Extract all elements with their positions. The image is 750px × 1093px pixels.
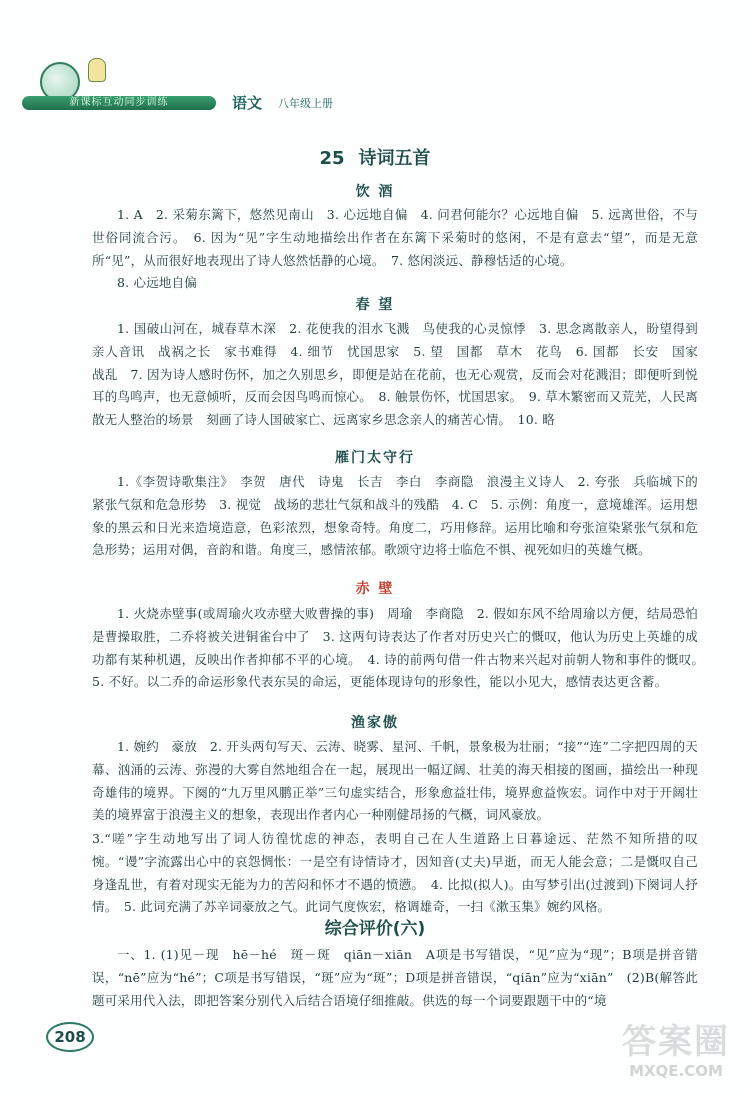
grade-label: 八年级上册 xyxy=(278,97,333,110)
section-title-yanmen: 雁门太守行 xyxy=(335,450,415,466)
lesson-number: 25 xyxy=(319,148,345,169)
lesson-title xyxy=(0,144,750,170)
subject-label: 语文 xyxy=(232,94,263,112)
watermark-logo xyxy=(612,1006,740,1086)
mascot-icon xyxy=(88,58,106,82)
series-banner: 新课标互动同步训练 xyxy=(22,96,216,110)
watermark-text: 答案圈 xyxy=(622,1022,730,1062)
page-header xyxy=(0,0,750,130)
section-answer-paragraph: 1. 婉约 豪放 2. 开头两句写天、云涛、晓雾、星河、千帆，景象极为壮丽；“接”“连”二字把四周的天幕、汹涌的云涛、弥漫的大雾自然地组合在一起，展现出一幅辽阔、壮美的海天相接的图画，描绘出一种现奇雄伟的境界。下阕的“九万里风鹏正举”三句虚实结合，形象愈益壮伟，境界愈益恢宏。词作中对于开阔壮美的境界富于浪漫主义的想象，表现出作者内心一种刚健昂扬的气概，词风豪放。 xyxy=(92,739,698,823)
summary-title: 综合评价(六) xyxy=(324,919,426,939)
section-title-chibi: 赤 壁 xyxy=(355,581,395,597)
summary-paragraph: 一、1. (1)见－现 hē－hé 斑－斑 qiān－xiān A项是书写错误，“见”应为“现”；B项是拼音错误，“nē”应为“hé”；C项是书写错误，“斑”应为“斑”；D项是拼音错误，“qiān”应为“xiān” (2)B(解答此题可采用代入法，即把答案分别代入后结合语境仔细推敲。供选的每一个词要跟题干中的“境 xyxy=(92,947,698,1008)
section-title-chunwang: 春 望 xyxy=(355,297,395,313)
section-answer-paragraph: 3.“嗟”字生动地写出了词人彷徨忧虑的神态，表明自己在人生道路上日暮途远、茫然不知所措的叹惋。“谩”字流露出心中的哀怨惆怅：一是空有诗情诗才，因知音(丈夫)早逝，而无人能会意；二是慨叹自己身逢乱世，有着对现实无能为力的苦闷和怀才不遇的愤懑。 4. 比拟(拟人)。由写梦引出(过渡到)下阕词人抒情。 5. 此词充满了苏辛词豪放之气。此词气度恢宏，格调雄奇，一扫《漱玉集》婉约风格。 xyxy=(92,831,698,915)
section-answer-paragraph: 8. 心远地自偏 xyxy=(117,275,197,290)
section-answer-paragraph: 1. A 2. 采菊东篱下，悠然见南山 3. 心远地自偏 4. 问君何能尔？心远地自偏 5. 远离世俗，不与世俗同流合污。 6. 因为“见”字生动地描绘出作者在东篱下采菊时的悠闲，不是有意去“望”，而是无意所“见”，从而很好地表现出了诗人悠然恬静的心境。 7. 悠闲淡远、静穆恬适的心境。 xyxy=(92,207,698,268)
section-answer-paragraph: 1. 国破山河在，城春草木深 2. 花使我的泪水飞溅 鸟使我的心灵惊悸 3. 思念离散亲人，盼望得到亲人音讯 战祸之长 家书难得 4. 细节 忧国思家 5. 望 国都 草木 花鸟 6. 国都 长安 国家 战乱 7. 因为诗人感时伤怀，加之久别思乡，即便是站在花前，也无心观赏，反而会对花溅泪；即便听到悦耳的鸟鸣声，也无意倾听，反而会因鸟鸣而惊心。 8. 触景伤怀，忧国思家。 9. 草木繁密而又荒芜，人民离散无人整治的场景 刻画了诗人国破家亡、远离家乡思念亲人的痛苦心情。 10. 略 xyxy=(92,321,711,428)
section-answer-paragraph: 1.《李贺诗歌集注》 李贺 唐代 诗鬼 长吉 李白 李商隐 浪漫主义诗人 2. 夸张 兵临城下的紧张气氛和危急形势 3. 视觉 战场的悲壮气氛和战斗的残酷 4. C 5. 示例：角度一，意境雄浑。运用想象的黑云和日光来造境造意，色彩浓烈，想象奇特。角度二，巧用修辞。运用比喻和夸张渲染紧张气氛和危急形势；运用对偶，音韵和谐。角度三，感情浓郁。歌颂守边将士临危不惧、视死如归的英雄气概。 xyxy=(92,474,698,558)
section-title-yujiaao: 渔家傲 xyxy=(351,715,399,731)
page-number: 208 xyxy=(46,1022,94,1052)
section-title-yinjiu: 饮 酒 xyxy=(355,184,395,200)
watermark-url: MXQE.COM xyxy=(629,1062,723,1080)
lesson-name: 诗词五首 xyxy=(358,148,431,169)
section-answer-paragraph: 1. 火烧赤壁事(或周瑜火攻赤壁大败曹操的事) 周瑜 李商隐 2. 假如东风不给周瑜以方便，结局恐怕是曹操取胜，二乔将被关进铜雀台中了 3. 这两句诗表达了作者对历史兴亡的慨叹，他认为历史上英雄的成功都有某种机遇，反映出作者抑郁不平的心境。 4. 诗的前两句借一件古物来兴起对前朝人物和事件的慨叹。 5. 不好。以二乔的命运形象代表东吴的命运，更能体现诗句的形象性，能以小见大，感情表达更含蓄。 xyxy=(92,606,711,690)
